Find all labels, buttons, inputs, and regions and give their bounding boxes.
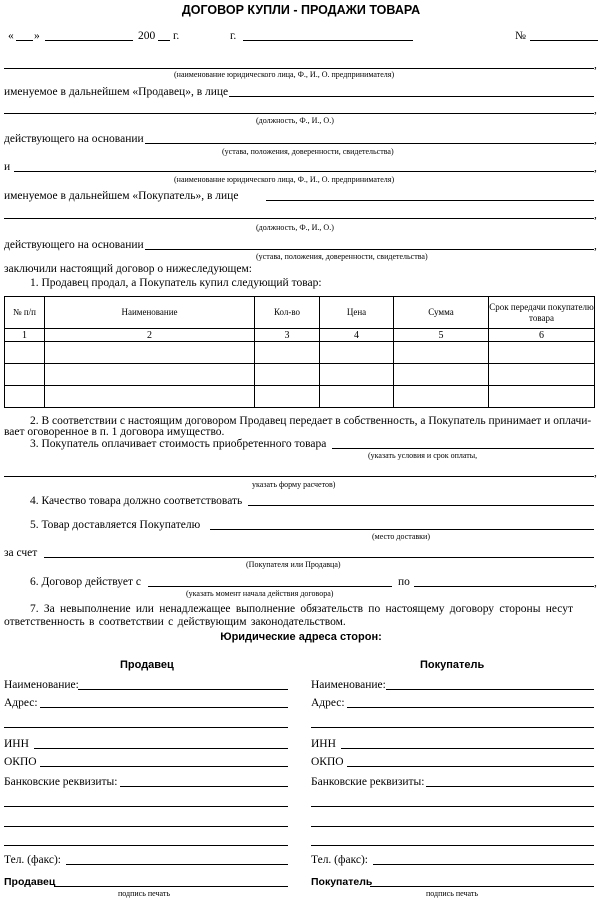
clause-1: 1. Продавец продал, а Покупатель купил следующий товар: xyxy=(30,277,322,289)
city-prefix: г. xyxy=(230,30,237,42)
buyer-legal-name-field[interactable] xyxy=(14,171,594,172)
document-title: ДОГОВОР КУПЛИ - ПРОДАЖИ ТОВАРА xyxy=(181,3,421,17)
seller-address-label: Адрес: xyxy=(4,697,38,709)
buyer-sign-caption: подпись печать xyxy=(426,889,479,898)
acting-basis-label: действующего на основании xyxy=(4,133,144,145)
buyer-signature-field[interactable] xyxy=(370,886,594,887)
col-header-quantity: Кол-во xyxy=(255,297,320,329)
buyer-representative-field[interactable] xyxy=(266,200,594,201)
acting-basis-label-2: действующего на основании xyxy=(4,239,144,251)
end-date-field[interactable] xyxy=(414,586,594,587)
col-header-price: Цена xyxy=(320,297,394,329)
clause-7-line-2: ответственность в соответствии с действующим законодательством. xyxy=(4,616,346,628)
date-open-quote: « xyxy=(8,30,14,42)
buyer-bank-field[interactable] xyxy=(426,786,594,787)
comma: , xyxy=(594,104,597,116)
col-number: 4 xyxy=(320,329,394,342)
seller-okpo-field[interactable] xyxy=(40,766,288,767)
caption-payment-form: указать форму расчетов) xyxy=(252,480,336,489)
buyer-bank-field-3[interactable] xyxy=(311,826,594,827)
caption-start-moment: (указать момент начала действия договора) xyxy=(186,589,334,598)
year-field[interactable] xyxy=(158,40,170,41)
buyer-representative-field-2[interactable] xyxy=(4,218,594,219)
contract-number-field[interactable] xyxy=(530,40,598,41)
col-number: 2 xyxy=(45,329,255,342)
seller-inn-label: ИНН xyxy=(4,738,29,750)
buyer-named-label: именуемое в дальнейшем «Покупатель», в лице xyxy=(4,190,239,202)
comma: , xyxy=(594,467,597,479)
clause-2-line-1: 2. В соответствии с настоящим договором Продавец передает в собственность, а Покупатель принимает и оплачи- xyxy=(30,415,592,427)
seller-address-field[interactable] xyxy=(40,707,288,708)
city-field[interactable] xyxy=(243,40,413,41)
buyer-inn-label: ИНН xyxy=(311,738,336,750)
seller-address-field-2[interactable] xyxy=(4,727,288,728)
quality-field[interactable] xyxy=(248,505,594,506)
caption-legal-name-2: (наименование юридического лица, Ф., И., О. предпринимателя) xyxy=(174,175,395,184)
caption-position: (должность, Ф., И., О.) xyxy=(256,116,334,125)
year-prefix: 200 xyxy=(138,30,156,42)
delivery-place-field[interactable] xyxy=(210,529,594,530)
payer-field[interactable] xyxy=(44,557,594,558)
buyer-phone-label: Тел. (факс): xyxy=(311,854,368,866)
table-header-row xyxy=(5,297,595,329)
buyer-okpo-field[interactable] xyxy=(347,766,594,767)
seller-phone-field[interactable] xyxy=(66,864,288,865)
day-field[interactable] xyxy=(16,40,33,41)
seller-signature-field[interactable] xyxy=(54,886,288,887)
seller-bank-field-4[interactable] xyxy=(4,845,288,846)
buyer-okpo-label: ОКПО xyxy=(311,756,344,768)
col-number: 5 xyxy=(394,329,489,342)
goods-table xyxy=(4,296,595,408)
seller-okpo-label: ОКПО xyxy=(4,756,37,768)
caption-legal-name: (наименование юридического лица, Ф., И., О. предпринимателя) xyxy=(174,70,395,79)
clause-5: 5. Товар доставляется Покупателю xyxy=(30,519,201,531)
year-suffix: г. xyxy=(173,30,180,42)
col-header-name: Наименование xyxy=(45,297,255,329)
seller-bank-field-2[interactable] xyxy=(4,806,288,807)
table-row[interactable] xyxy=(5,364,595,386)
comma: , xyxy=(594,134,597,146)
start-date-field[interactable] xyxy=(148,586,392,587)
col-header-sum: Сумма xyxy=(394,297,489,329)
clause-7-line-1: 7. За невыполнение или ненадлежащее выполнение обязательств по настоящему договору стороны несут xyxy=(30,603,573,615)
col-number: 1 xyxy=(5,329,45,342)
seller-bank-field-3[interactable] xyxy=(4,826,288,827)
seller-named-label: именуемое в дальнейшем «Продавец», в лице xyxy=(4,86,229,98)
comma: , xyxy=(594,59,597,71)
payment-form-field[interactable] xyxy=(4,476,594,477)
seller-basis-field[interactable] xyxy=(145,143,594,144)
buyer-sign-label: Покупатель xyxy=(311,876,373,888)
at-cost-label: за счет xyxy=(4,547,38,559)
caption-payer: (Покупателя или Продавца) xyxy=(246,560,341,569)
buyer-address-label: Адрес: xyxy=(311,697,345,709)
clause-4: 4. Качество товара должно соответствовать xyxy=(30,495,243,507)
seller-sign-caption: подпись печать xyxy=(118,889,171,898)
clause-6-to: по xyxy=(398,576,410,588)
and-label: и xyxy=(4,161,11,173)
seller-legal-name-field[interactable] xyxy=(4,68,594,69)
comma: , xyxy=(594,240,597,252)
col-number: 3 xyxy=(255,329,320,342)
seller-bank-field[interactable] xyxy=(120,786,288,787)
caption-basis-2: (устава, положения, доверенности, свидетельства) xyxy=(256,252,428,261)
caption-delivery-place: (место доставки) xyxy=(372,532,430,541)
buyer-bank-label: Банковские реквизиты: xyxy=(311,776,425,788)
buyer-name-label: Наименование: xyxy=(311,679,386,691)
seller-sign-label: Продавец xyxy=(4,876,56,888)
clause-2-line-2: вает оговоренное в п. 1 договора имущество. xyxy=(4,426,225,438)
seller-heading: Продавец xyxy=(120,659,174,671)
comma: , xyxy=(594,209,597,221)
seller-representative-field-2[interactable] xyxy=(4,113,594,114)
buyer-address-field[interactable] xyxy=(347,707,594,708)
seller-name-field[interactable] xyxy=(78,689,288,690)
col-header-delivery-term: Срок передачи покупателю товара xyxy=(489,297,595,329)
buyer-address-field-2[interactable] xyxy=(311,727,594,728)
table-number-row xyxy=(5,329,595,342)
seller-inn-field[interactable] xyxy=(34,748,288,749)
seller-phone-label: Тел. (факс): xyxy=(4,854,61,866)
buyer-bank-field-4[interactable] xyxy=(311,845,594,846)
caption-basis: (устава, положения, доверенности, свидетельства) xyxy=(222,147,394,156)
buyer-basis-field[interactable] xyxy=(145,249,594,250)
caption-position-2: (должность, Ф., И., О.) xyxy=(256,223,334,232)
buyer-inn-field[interactable] xyxy=(341,748,594,749)
comma: , xyxy=(594,162,597,174)
col-header-number: № п/п xyxy=(5,297,45,329)
concluded-text: заключили настоящий договор о нижеследующем: xyxy=(4,263,252,275)
buyer-phone-field[interactable] xyxy=(373,864,594,865)
month-field[interactable] xyxy=(45,40,133,41)
seller-representative-field[interactable] xyxy=(229,96,594,97)
seller-bank-label: Банковские реквизиты: xyxy=(4,776,118,788)
buyer-heading: Покупатель xyxy=(420,659,485,671)
comma: , xyxy=(594,577,597,589)
seller-name-label: Наименование: xyxy=(4,679,79,691)
caption-payment: (указать условия и срок оплаты, xyxy=(368,451,478,460)
col-number: 6 xyxy=(489,329,595,342)
date-close-quote: » xyxy=(34,30,40,42)
number-prefix: № xyxy=(515,30,526,42)
payment-terms-field[interactable] xyxy=(332,448,594,449)
addresses-title: Юридические адреса сторон: xyxy=(220,631,382,643)
clause-6: 6. Договор действует с xyxy=(30,576,141,588)
buyer-name-field[interactable] xyxy=(386,689,594,690)
buyer-bank-field-2[interactable] xyxy=(311,806,594,807)
clause-3: 3. Покупатель оплачивает стоимость приобретенного товара xyxy=(30,438,327,450)
table-row[interactable] xyxy=(5,342,595,364)
table-row[interactable] xyxy=(5,386,595,408)
